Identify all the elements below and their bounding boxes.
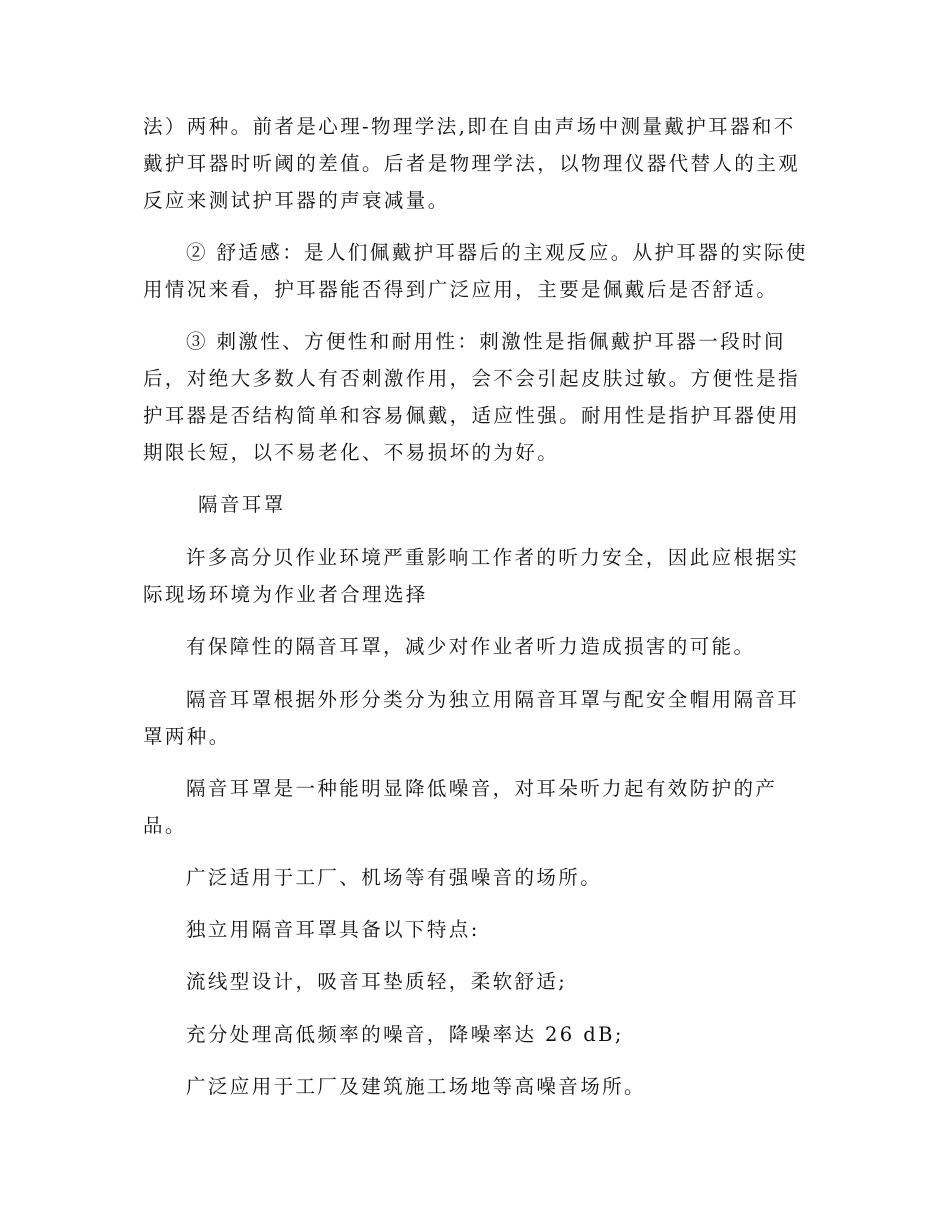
section-heading: 隔音耳罩 (198, 493, 286, 516)
paragraph-line: 戴护耳器时听阈的差值。后者是物理学法，以物理仪器代替人的主观 (143, 152, 801, 175)
paragraph-line: 期限长短，以不易老化、不易损坏的为好。 (143, 441, 560, 464)
paragraph-line: 用情况来看，护耳器能否得到广泛应用，主要是佩戴后是否舒适。 (143, 278, 779, 301)
paragraph-line: 有保障性的隔音耳罩，减少对作业者听力造成损害的可能。 (186, 635, 756, 658)
paragraph-line: 流线型设计，吸音耳垫质轻，柔软舒适; (186, 970, 568, 993)
paragraph-line: 罩两种。 (143, 725, 231, 748)
paragraph-line: 法）两种。前者是心理-物理学法,即在自由声场中测量戴护耳器和不 (143, 115, 796, 138)
paragraph-line: 隔音耳罩是一种能明显降低噪音，对耳朵听力起有效防护的产 (186, 777, 778, 800)
paragraph-line: 广泛应用于工厂及建筑施工场地等高噪音场所。 (186, 1075, 646, 1098)
paragraph-line: 品。 (143, 814, 187, 837)
paragraph-line: 反应来测试护耳器的声衰减量。 (143, 189, 450, 212)
paragraph-line: ③ 刺激性、方便性和耐用性：刺激性是指佩戴护耳器一段时间 (186, 330, 786, 353)
paragraph-line: 广泛适用于工厂、机场等有强噪音的场所。 (186, 866, 603, 889)
paragraph-line: 许多高分贝作业环境严重影响工作者的听力安全，因此应根据实 (186, 546, 800, 569)
paragraph-line: 充分处理高低频率的噪音，降噪率达 26 dB; (186, 1023, 624, 1046)
paragraph-line: ② 舒适感：是人们佩戴护耳器后的主观反应。从护耳器的实际使 (186, 241, 808, 264)
paragraph-line: 后，对绝大多数人有否刺激作用，会不会引起皮肤过敏。方便性是指 (143, 367, 801, 390)
paragraph-line: 独立用隔音耳罩具备以下特点: (186, 918, 480, 941)
paragraph-line: 护耳器是否结构简单和容易佩戴，适应性强。耐用性是指护耳器使用 (143, 404, 801, 427)
paragraph-line: 隔音耳罩根据外形分类分为独立用隔音耳罩与配安全帽用隔音耳 (186, 688, 800, 711)
paragraph-line: 际现场环境为作业者合理选择 (143, 583, 428, 606)
